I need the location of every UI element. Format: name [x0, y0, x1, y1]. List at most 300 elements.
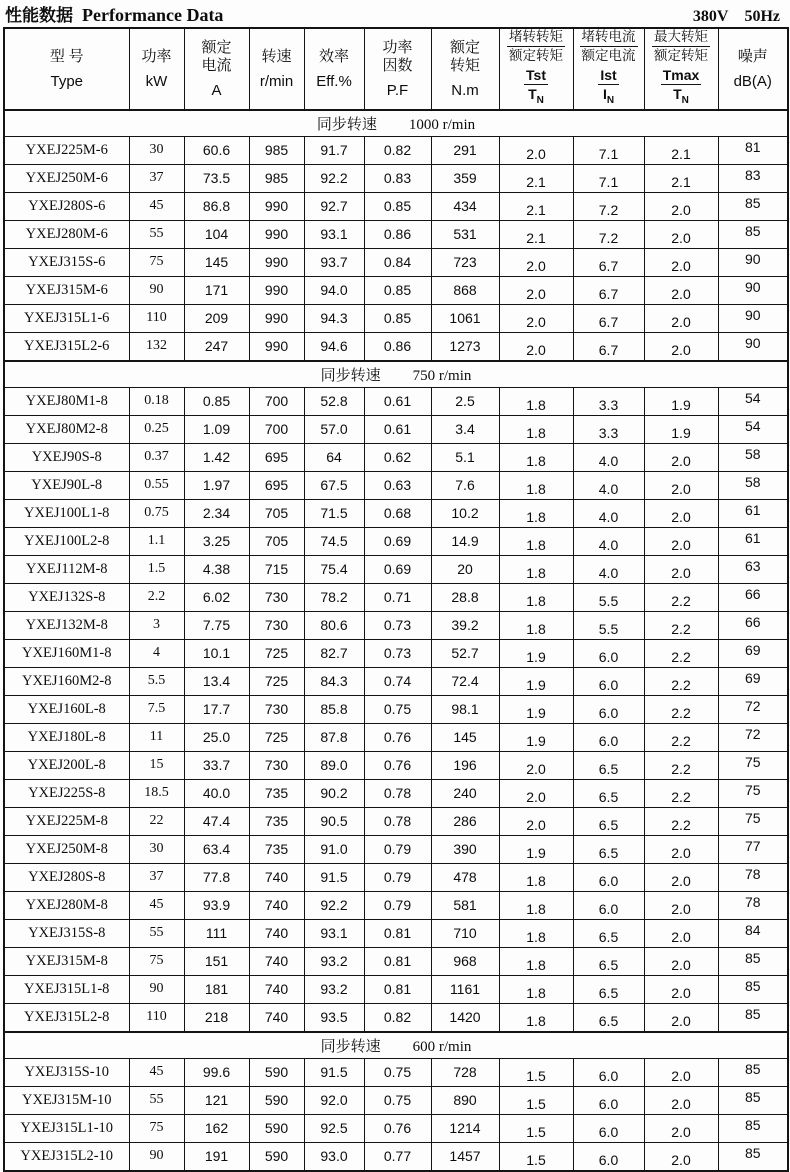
cell-value: 73.5 — [184, 164, 249, 192]
table-row — [4, 276, 788, 304]
cell-value: 28.8 — [431, 583, 499, 611]
cell-value: 30 — [129, 136, 184, 164]
cell-value: 723 — [431, 248, 499, 276]
cell-value: 99.6 — [184, 1058, 249, 1086]
col-header-locked-rotor-torque-ratio — [499, 28, 573, 110]
cell-value: 0.85 — [364, 276, 431, 304]
cell-model-type: YXEJ90S-8 — [4, 443, 129, 471]
cell-value: 985 — [249, 164, 304, 192]
cell-value: 0.75 — [364, 695, 431, 723]
col-header-power — [129, 28, 184, 110]
table-row — [4, 164, 788, 192]
table-body — [4, 110, 788, 1171]
cell-value: 2.0 — [644, 332, 718, 361]
cell-value: 291 — [431, 136, 499, 164]
cell-value: 90 — [718, 304, 788, 332]
col-header-rated-torque-cn — [450, 39, 480, 75]
cell-value: 6.0 — [573, 1114, 644, 1142]
col-header-power-factor-stack — [365, 39, 431, 99]
cell-value: 91.5 — [304, 863, 364, 891]
cell-value: 4.0 — [573, 443, 644, 471]
table-row — [4, 387, 788, 415]
cell-value: 92.7 — [304, 192, 364, 220]
title-bar — [0, 0, 790, 27]
cell-model-type: YXEJ225S-8 — [4, 779, 129, 807]
cell-value: 63.4 — [184, 835, 249, 863]
col-header-rated-current-cn-line2: 电流 — [201, 57, 232, 74]
cell-value: 11 — [129, 723, 184, 751]
cell-value: 5.5 — [129, 667, 184, 695]
cell-value: 47.4 — [184, 807, 249, 835]
cell-value: 2.2 — [644, 695, 718, 723]
cell-value: 69 — [718, 639, 788, 667]
table-row — [4, 1058, 788, 1086]
cell-value: 7.2 — [573, 220, 644, 248]
cell-value: 725 — [249, 723, 304, 751]
col-header-ist-in — [574, 29, 644, 109]
cell-value: 6.0 — [573, 863, 644, 891]
cell-value: 4 — [129, 639, 184, 667]
cell-model-type: YXEJ315L2-6 — [4, 332, 129, 361]
cell-value: 0.61 — [364, 387, 431, 415]
cell-value: 0.74 — [364, 667, 431, 695]
cell-value: 91.5 — [304, 1058, 364, 1086]
cell-model-type: YXEJ225M-6 — [4, 136, 129, 164]
cell-value: 7.75 — [184, 611, 249, 639]
cell-value: 735 — [249, 779, 304, 807]
cell-value: 2.0 — [644, 975, 718, 1003]
cell-value: 868 — [431, 276, 499, 304]
cell-value: 75 — [718, 779, 788, 807]
header-row — [4, 28, 788, 110]
cell-value: 0.62 — [364, 443, 431, 471]
section-sync-speed-label: 同步转速 — [320, 367, 381, 384]
cell-value: 1.8 — [499, 863, 573, 891]
cell-value: 2.0 — [644, 192, 718, 220]
cell-value: 0.76 — [364, 751, 431, 779]
cell-value: 2.1 — [644, 136, 718, 164]
cell-value: 33.7 — [184, 751, 249, 779]
cell-value: 0.73 — [364, 611, 431, 639]
cell-value: 2.0 — [644, 1003, 718, 1032]
cell-value: 25.0 — [184, 723, 249, 751]
cell-value: 1.9 — [499, 639, 573, 667]
cell-value: 85 — [718, 1003, 788, 1032]
cell-value: 725 — [249, 639, 304, 667]
table-row — [4, 891, 788, 919]
cell-value: 2.0 — [499, 248, 573, 276]
cell-value: 2.0 — [644, 527, 718, 555]
col-header-noise-cn: 噪声 — [737, 48, 768, 65]
table-row — [4, 835, 788, 863]
tmax-tn-cn-denominator: 额定转矩 — [654, 48, 708, 63]
cell-value: 2.0 — [644, 1142, 718, 1171]
cell-value: 90.2 — [304, 779, 364, 807]
cell-value: 725 — [249, 667, 304, 695]
cell-value: 132 — [129, 332, 184, 361]
cell-value: 75 — [129, 248, 184, 276]
cell-value: 196 — [431, 751, 499, 779]
cell-value: 14.9 — [431, 527, 499, 555]
cell-value: 0.75 — [129, 499, 184, 527]
cell-value: 55 — [129, 1086, 184, 1114]
cell-value: 1.42 — [184, 443, 249, 471]
cell-value: 730 — [249, 583, 304, 611]
cell-value: 84.3 — [304, 667, 364, 695]
cell-value: 85 — [718, 975, 788, 1003]
cell-value: 6.7 — [573, 332, 644, 361]
cell-value: 93.7 — [304, 248, 364, 276]
col-header-tmax-tn — [645, 29, 718, 109]
col-header-noise-stack — [719, 48, 788, 90]
cell-value: 0.81 — [364, 975, 431, 1003]
ist-in-symbol-fraction — [598, 67, 618, 109]
cell-value: 1061 — [431, 304, 499, 332]
cell-value: 2.0 — [644, 555, 718, 583]
cell-value: 1.9 — [499, 667, 573, 695]
cell-value: 93.0 — [304, 1142, 364, 1171]
cell-value: 0.68 — [364, 499, 431, 527]
section-header-cell — [4, 361, 788, 388]
col-header-speed-cn: 转速 — [261, 48, 292, 65]
col-header-rated-torque-cn-line2: 转矩 — [449, 57, 480, 74]
col-header-power-factor-cn-line2: 因数 — [382, 57, 413, 74]
cell-model-type: YXEJ315L1-10 — [4, 1114, 129, 1142]
cell-value: 1.09 — [184, 415, 249, 443]
col-header-rated-torque-cn-line1: 额定 — [449, 39, 480, 56]
cell-value: 6.7 — [573, 248, 644, 276]
cell-value: 740 — [249, 891, 304, 919]
cell-value: 39.2 — [431, 611, 499, 639]
cell-value: 1457 — [431, 1142, 499, 1171]
table-row — [4, 975, 788, 1003]
tn-symbol — [524, 85, 548, 109]
cell-value: 6.5 — [573, 1003, 644, 1032]
cell-value: 1.9 — [499, 695, 573, 723]
table-row — [4, 443, 788, 471]
cell-value: 92.5 — [304, 1114, 364, 1142]
cell-value: 2.0 — [644, 1114, 718, 1142]
cell-value: 17.7 — [184, 695, 249, 723]
cell-value: 78 — [718, 891, 788, 919]
cell-value: 85.8 — [304, 695, 364, 723]
cell-value: 64 — [304, 443, 364, 471]
cell-value: 84 — [718, 919, 788, 947]
cell-value: 191 — [184, 1142, 249, 1171]
section-sync-speed-value: 600 r/min — [412, 1038, 472, 1055]
cell-value: 1.8 — [499, 611, 573, 639]
cell-value: 968 — [431, 947, 499, 975]
cell-model-type: YXEJ225M-8 — [4, 807, 129, 835]
col-header-noise — [718, 28, 788, 110]
col-header-power-factor-cn-line1: 功率 — [382, 39, 413, 56]
cell-value: 63 — [718, 555, 788, 583]
cell-value: 985 — [249, 136, 304, 164]
ist-symbol: Ist — [600, 67, 617, 83]
cell-value: 0.73 — [364, 639, 431, 667]
cell-value: 91.0 — [304, 835, 364, 863]
cell-value: 0.63 — [364, 471, 431, 499]
cell-model-type: YXEJ100L1-8 — [4, 499, 129, 527]
cell-value: 5.5 — [573, 583, 644, 611]
cell-value: 37 — [129, 164, 184, 192]
cell-value: 740 — [249, 975, 304, 1003]
cell-value: 7.2 — [573, 192, 644, 220]
cell-value: 15 — [129, 751, 184, 779]
cell-value: 2.2 — [644, 583, 718, 611]
table-row — [4, 248, 788, 276]
cell-model-type: YXEJ90L-8 — [4, 471, 129, 499]
table-row — [4, 555, 788, 583]
cell-value: 18.5 — [129, 779, 184, 807]
table-row — [4, 667, 788, 695]
cell-model-type: YXEJ315M-8 — [4, 947, 129, 975]
cell-value: 1.8 — [499, 499, 573, 527]
cell-value: 4.0 — [573, 555, 644, 583]
tmax-tn-cn-fraction — [652, 29, 710, 64]
cell-model-type: YXEJ180L-8 — [4, 723, 129, 751]
cell-value: 4.0 — [573, 499, 644, 527]
cell-value: 247 — [184, 332, 249, 361]
cell-value: 1.9 — [499, 835, 573, 863]
cell-value: 890 — [431, 1086, 499, 1114]
table-row — [4, 611, 788, 639]
cell-value: 22 — [129, 807, 184, 835]
cell-value: 94.3 — [304, 304, 364, 332]
cell-value: 0.85 — [184, 387, 249, 415]
cell-model-type: YXEJ315L2-10 — [4, 1142, 129, 1171]
tst-tn-cn-numerator: 堵转转矩 — [507, 29, 565, 47]
cell-value: 72 — [718, 695, 788, 723]
cell-value: 581 — [431, 891, 499, 919]
section-sync-speed-value: 750 r/min — [412, 367, 472, 384]
table-row — [4, 471, 788, 499]
col-header-speed — [249, 28, 304, 110]
cell-value: 93.9 — [184, 891, 249, 919]
cell-value: 61 — [718, 527, 788, 555]
cell-value: 740 — [249, 919, 304, 947]
cell-value: 82.7 — [304, 639, 364, 667]
cell-value: 1420 — [431, 1003, 499, 1032]
cell-model-type: YXEJ250M-8 — [4, 835, 129, 863]
cell-value: 2.2 — [644, 807, 718, 835]
cell-value: 2.2 — [644, 667, 718, 695]
cell-value: 2.0 — [644, 220, 718, 248]
cell-value: 85 — [718, 1114, 788, 1142]
cell-value: 85 — [718, 1086, 788, 1114]
col-header-efficiency-cn: 效率 — [318, 48, 349, 65]
cell-value: 209 — [184, 304, 249, 332]
cell-value: 0.78 — [364, 779, 431, 807]
section-sync-speed-label: 同步转速 — [320, 1038, 381, 1055]
cell-value: 45 — [129, 891, 184, 919]
page-title — [5, 1, 223, 26]
cell-value: 94.6 — [304, 332, 364, 361]
col-header-type-en: Type — [50, 72, 84, 90]
cell-value: 1.9 — [644, 387, 718, 415]
tn2-symbol — [661, 85, 702, 109]
col-header-power-factor — [364, 28, 431, 110]
cell-value: 0.86 — [364, 332, 431, 361]
cell-model-type: YXEJ160M1-8 — [4, 639, 129, 667]
cell-value: 92.2 — [304, 891, 364, 919]
cell-model-type: YXEJ80M1-8 — [4, 387, 129, 415]
tst-tn-cn-denominator: 额定转矩 — [509, 48, 563, 63]
cell-value: 2.0 — [644, 499, 718, 527]
cell-value: 531 — [431, 220, 499, 248]
cell-value: 710 — [431, 919, 499, 947]
cell-value: 6.5 — [573, 779, 644, 807]
cell-value: 171 — [184, 276, 249, 304]
cell-model-type: YXEJ250M-6 — [4, 164, 129, 192]
cell-value: 75 — [718, 807, 788, 835]
cell-value: 700 — [249, 387, 304, 415]
cell-value: 57.0 — [304, 415, 364, 443]
ist-in-cn-fraction — [580, 29, 638, 64]
table-row — [4, 695, 788, 723]
cell-value: 69 — [718, 667, 788, 695]
cell-value: 0.77 — [364, 1142, 431, 1171]
cell-value: 990 — [249, 276, 304, 304]
table-row — [4, 779, 788, 807]
cell-value: 75 — [129, 1114, 184, 1142]
col-header-tst-tn — [500, 29, 573, 109]
col-header-type — [4, 28, 129, 110]
cell-value: 0.76 — [364, 723, 431, 751]
cell-value: 6.0 — [573, 1142, 644, 1171]
cell-value: 85 — [718, 1142, 788, 1171]
page-title-english: Performance Data — [82, 5, 224, 25]
cell-model-type: YXEJ315M-6 — [4, 276, 129, 304]
cell-model-type: YXEJ280S-6 — [4, 192, 129, 220]
cell-value: 10.2 — [431, 499, 499, 527]
cell-value: 92.0 — [304, 1086, 364, 1114]
cell-value: 4.38 — [184, 555, 249, 583]
col-header-speed-en: r/min — [259, 72, 294, 90]
cell-value: 0.83 — [364, 164, 431, 192]
cell-value: 2.1 — [499, 164, 573, 192]
cell-value: 10.1 — [184, 639, 249, 667]
cell-value: 55 — [129, 220, 184, 248]
cell-value: 0.76 — [364, 1114, 431, 1142]
col-header-efficiency — [304, 28, 364, 110]
col-header-type-stack — [5, 48, 129, 90]
cell-value: 7.1 — [573, 164, 644, 192]
cell-model-type: YXEJ280S-8 — [4, 863, 129, 891]
cell-value: 75 — [718, 751, 788, 779]
col-header-rated-torque — [431, 28, 499, 110]
cell-value: 6.0 — [573, 1086, 644, 1114]
cell-value: 110 — [129, 304, 184, 332]
cell-value: 2.0 — [499, 136, 573, 164]
cell-model-type: YXEJ280M-8 — [4, 891, 129, 919]
cell-value: 0.69 — [364, 555, 431, 583]
cell-value: 40.0 — [184, 779, 249, 807]
cell-value: 0.18 — [129, 387, 184, 415]
cell-value: 77 — [718, 835, 788, 863]
cell-value: 2.0 — [644, 919, 718, 947]
cell-value: 85 — [718, 220, 788, 248]
cell-value: 2.2 — [644, 779, 718, 807]
cell-value: 7.1 — [573, 136, 644, 164]
table-row — [4, 1114, 788, 1142]
cell-value: 2.0 — [644, 891, 718, 919]
cell-value: 990 — [249, 192, 304, 220]
col-header-noise-en: dB(A) — [733, 72, 772, 90]
cell-value: 6.0 — [573, 723, 644, 751]
col-header-rated-torque-en: N.m — [451, 81, 479, 99]
cell-value: 0.78 — [364, 807, 431, 835]
cell-value: 740 — [249, 947, 304, 975]
cell-value: 240 — [431, 779, 499, 807]
tst-tn-cn-fraction — [507, 29, 565, 64]
cell-value: 20 — [431, 555, 499, 583]
cell-value: 104 — [184, 220, 249, 248]
cell-value: 6.5 — [573, 919, 644, 947]
cell-value: 3.4 — [431, 415, 499, 443]
cell-value: 75 — [129, 947, 184, 975]
cell-value: 2.0 — [644, 443, 718, 471]
cell-value: 0.82 — [364, 1003, 431, 1032]
table-row — [4, 947, 788, 975]
cell-value: 55 — [129, 919, 184, 947]
ist-in-cn-denominator: 额定电流 — [581, 48, 636, 63]
col-header-rated-current-stack — [185, 39, 249, 99]
col-header-speed-stack — [250, 48, 304, 90]
table-row — [4, 499, 788, 527]
section-sync-speed-value: 1000 r/min — [408, 116, 476, 133]
cell-value: 1214 — [431, 1114, 499, 1142]
col-header-rated-current-cn-line1: 额定 — [201, 39, 232, 56]
tn-symbol-sub: N — [536, 94, 544, 106]
col-header-efficiency-stack — [305, 48, 364, 90]
cell-value: 145 — [184, 248, 249, 276]
tmax-symbol: Tmax — [662, 67, 700, 83]
cell-value: 4.0 — [573, 471, 644, 499]
cell-value: 1.8 — [499, 891, 573, 919]
cell-value: 181 — [184, 975, 249, 1003]
cell-value: 735 — [249, 807, 304, 835]
cell-value: 90 — [718, 276, 788, 304]
cell-value: 74.5 — [304, 527, 364, 555]
table-row — [4, 220, 788, 248]
col-header-rated-current-cn — [201, 39, 231, 75]
cell-model-type: YXEJ315S-6 — [4, 248, 129, 276]
cell-value: 6.7 — [573, 276, 644, 304]
tn2-symbol-sub: N — [681, 94, 689, 106]
cell-value: 590 — [249, 1058, 304, 1086]
cell-value: 2.1 — [499, 220, 573, 248]
cell-value: 6.5 — [573, 751, 644, 779]
cell-value: 4.0 — [573, 527, 644, 555]
cell-value: 78.2 — [304, 583, 364, 611]
cell-value: 1.97 — [184, 471, 249, 499]
cell-value: 6.0 — [573, 1058, 644, 1086]
cell-value: 0.84 — [364, 248, 431, 276]
cell-value: 715 — [249, 555, 304, 583]
cell-value: 162 — [184, 1114, 249, 1142]
cell-value: 52.7 — [431, 639, 499, 667]
cell-value: 1273 — [431, 332, 499, 361]
cell-value: 58 — [718, 471, 788, 499]
section-header-row — [4, 361, 788, 388]
cell-value: 61 — [718, 499, 788, 527]
table-row — [4, 136, 788, 164]
cell-model-type: YXEJ200L-8 — [4, 751, 129, 779]
cell-value: 81 — [718, 136, 788, 164]
cell-value: 1.9 — [499, 723, 573, 751]
cell-value: 0.79 — [364, 891, 431, 919]
